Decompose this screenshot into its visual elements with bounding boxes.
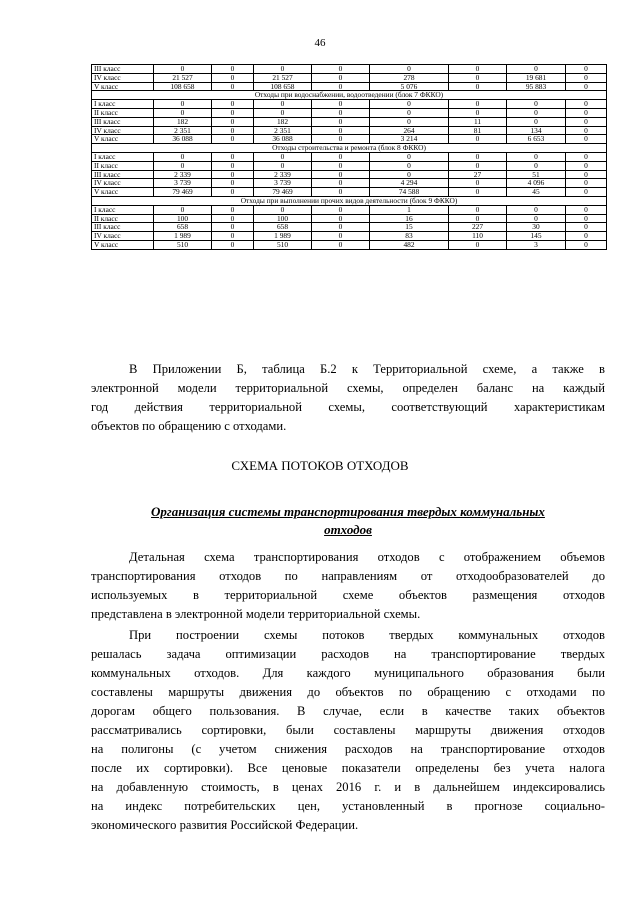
table-cell: 0 [449,100,507,109]
table-row [92,232,607,241]
table-cell: 0 [212,100,254,109]
text-line: представлена в электронной модели территориальной схемы. [91,607,421,621]
table-cell: 0 [566,152,607,161]
table-cell: 45 [507,188,566,197]
table-cell: 100 [254,214,312,223]
table-cell: 0 [312,73,370,82]
subheading-line: отходов [324,522,372,537]
table-cell: 36 088 [154,135,212,144]
table-cell: 0 [254,108,312,117]
table-cell: 3 [507,240,566,249]
table-cell: 0 [507,117,566,126]
table-cell: 0 [566,240,607,249]
table-cell: 0 [212,117,254,126]
table-row [92,73,607,82]
table-cell: 0 [212,205,254,214]
table-cell: 1 989 [154,232,212,241]
table-cell: 27 [449,170,507,179]
text-line: коммунальных отходов. Для каждого муниципального образования были [91,666,605,680]
table-row [92,223,607,232]
table-row [92,82,607,91]
subheading-line: Организация системы транспортирования твердых коммунальных [151,504,545,519]
text-line: Детальная схема транспортирования отходов с отображением объемов [129,550,605,564]
table-cell: 0 [312,205,370,214]
table-cell: 0 [212,152,254,161]
table-cell: 21 527 [254,73,312,82]
text-line: рассматривались сортировки, были составлены маршруты движения отходов [91,723,605,737]
table-cell: 0 [154,205,212,214]
table-cell: 0 [212,73,254,82]
table-row-label: IV класс [92,73,154,82]
table-row-label: IV класс [92,179,154,188]
table-cell: 0 [212,82,254,91]
table-cell: 108 658 [154,82,212,91]
table-row-label: IV класс [92,126,154,135]
table-cell: 0 [312,82,370,91]
table-cell: 0 [212,108,254,117]
table-cell: 0 [566,205,607,214]
table-cell: 16 [370,214,449,223]
table-cell: 0 [449,240,507,249]
table-row [92,117,607,126]
table-cell: 21 527 [154,73,212,82]
table-row-label: I класс [92,100,154,109]
table-cell: 6 653 [507,135,566,144]
table-cell: 658 [254,223,312,232]
table-cell: 0 [312,117,370,126]
table-cell: 3 214 [370,135,449,144]
table-cell: 0 [312,240,370,249]
table-cell: 2 339 [254,170,312,179]
table-cell: 83 [370,232,449,241]
table-cell: 0 [154,65,212,74]
table-cell: 0 [212,126,254,135]
table-cell: 0 [449,188,507,197]
table-cell: 0 [254,65,312,74]
table-cell: 0 [566,82,607,91]
table-cell: 1 [370,205,449,214]
table-cell: 0 [507,100,566,109]
text-line: экономического развития Российской Федерации. [91,818,359,832]
table-cell: 36 088 [254,135,312,144]
table-cell: 0 [566,135,607,144]
text-line: составлены маршруты движения до объектов по обращению с отходами по [91,685,605,699]
table-cell: 79 469 [154,188,212,197]
table-row [92,188,607,197]
table-cell: 0 [212,214,254,223]
table-cell: 74 588 [370,188,449,197]
table-row-label: V класс [92,188,154,197]
table-cell: 81 [449,126,507,135]
table-cell: 0 [449,108,507,117]
table-cell: 95 883 [507,82,566,91]
table-cell: 0 [507,108,566,117]
table-cell: 278 [370,73,449,82]
table-cell: 0 [449,205,507,214]
table-row [92,170,607,179]
table-cell: 658 [154,223,212,232]
text-line: на полигоны (с учетом снижения расходов на транспортирование отходов [91,742,605,756]
section-heading: СХЕМА ПОТОКОВ ОТХОДОВ [231,458,409,473]
table-cell: 3 739 [254,179,312,188]
text-line: год действия территориальной схемы, соответствующий характеристикам [91,400,605,414]
table-row-label: II класс [92,108,154,117]
table-cell: 2 339 [154,170,212,179]
table-cell: 0 [212,135,254,144]
table-cell: 1 989 [254,232,312,241]
table-cell: 100 [154,214,212,223]
table-cell: 0 [507,152,566,161]
table-row [92,65,607,74]
text-line: после их сортировки). Все ценовые показатели определены без учета налога [91,761,605,775]
table-cell: 0 [370,161,449,170]
table-cell: 0 [254,100,312,109]
table-row-label: V класс [92,82,154,91]
table-section-title: Отходы строительства и ремонта (блок 8 ФККО) [92,144,607,153]
table-row [92,100,607,109]
table-cell: 0 [312,170,370,179]
text-line: При построении схемы потоков твердых коммунальных отходов [129,628,605,642]
table-cell: 0 [566,108,607,117]
table-cell: 0 [566,126,607,135]
table-row-label: I класс [92,205,154,214]
table-cell: 0 [507,161,566,170]
table-section-title: Отходы при водоснабжении, водоотведении (блок 7 ФККО) [92,91,607,100]
table-cell: 0 [449,152,507,161]
table-cell: 0 [370,65,449,74]
table-row-label: III класс [92,223,154,232]
table-cell: 182 [154,117,212,126]
table-row [92,108,607,117]
table-cell: 0 [254,205,312,214]
table-cell: 0 [312,188,370,197]
text-line: транспортирования отходов по направлениям от отходообразователей до [91,569,605,583]
table-cell: 0 [566,65,607,74]
table-cell: 0 [212,161,254,170]
table-cell: 0 [312,108,370,117]
table-cell: 0 [566,179,607,188]
table-cell: 3 739 [154,179,212,188]
table-cell: 2 351 [254,126,312,135]
table-cell: 0 [370,170,449,179]
table-row [92,240,607,249]
table-cell: 0 [212,223,254,232]
table-row [92,214,607,223]
table-cell: 30 [507,223,566,232]
table-cell: 4 096 [507,179,566,188]
table-cell: 0 [566,232,607,241]
table-section-row [92,91,607,100]
table-cell: 0 [212,170,254,179]
table-cell: 0 [154,108,212,117]
table-cell: 0 [566,73,607,82]
table-cell: 0 [212,188,254,197]
table-cell: 0 [212,179,254,188]
table-section-row [92,144,607,153]
table-cell: 0 [449,179,507,188]
table-cell: 19 681 [507,73,566,82]
table-cell: 182 [254,117,312,126]
table-cell: 0 [312,161,370,170]
table-cell: 0 [370,100,449,109]
table-row-label: II класс [92,161,154,170]
table-cell: 5 076 [370,82,449,91]
table-row [92,135,607,144]
text-line: дорогам общего пользования. В случае, если в качестве таких объектов [91,704,605,718]
table-row [92,161,607,170]
table-cell: 0 [154,152,212,161]
table-section-row [92,196,607,205]
transport-scheme-paragraph [91,548,605,624]
table-row [92,152,607,161]
table-cell: 510 [254,240,312,249]
table-cell: 0 [312,135,370,144]
table-cell: 0 [212,65,254,74]
table-cell: 0 [312,100,370,109]
table-cell: 0 [312,152,370,161]
table-cell: 15 [370,223,449,232]
table-row-label: III класс [92,65,154,74]
text-line: электронной модели территориальной схемы, определен баланс на каждый [91,381,605,395]
table-cell: 145 [507,232,566,241]
table-row [92,126,607,135]
table-cell: 0 [507,65,566,74]
table-cell: 0 [212,232,254,241]
table-cell: 134 [507,126,566,135]
table-cell: 0 [449,82,507,91]
table-cell: 0 [312,214,370,223]
text-line: решалась задача оптимизации расходов на транспортирование твердых [91,647,605,661]
table-row-label: I класс [92,152,154,161]
table-cell: 510 [154,240,212,249]
table-cell: 0 [507,214,566,223]
table-cell: 0 [154,100,212,109]
table-cell: 264 [370,126,449,135]
page-number: 46 [314,37,326,49]
table-cell: 0 [507,205,566,214]
table-cell: 0 [370,117,449,126]
table-row [92,205,607,214]
table-cell: 0 [312,65,370,74]
table-cell: 482 [370,240,449,249]
text-line: В Приложении Б, таблица Б.2 к Территориальной схеме, а также в [129,362,605,376]
table-cell: 0 [566,214,607,223]
table-cell: 4 294 [370,179,449,188]
balance-paragraph [91,360,605,436]
table-cell: 0 [449,65,507,74]
table-cell: 0 [449,135,507,144]
table-row-label: II класс [92,214,154,223]
table-cell: 0 [312,179,370,188]
table-cell: 0 [370,152,449,161]
table-cell: 0 [154,161,212,170]
table-cell: 0 [212,240,254,249]
waste-flow-paragraph [91,626,605,835]
text-line: на индекс потребительских цен, установленный в прогнозе социально- [91,799,605,813]
table-row-label: III класс [92,170,154,179]
table-cell: 0 [566,117,607,126]
subsection-heading [91,503,605,539]
table-cell: 227 [449,223,507,232]
text-line: объектов по обращению с отходами. [91,419,287,433]
table-cell: 0 [566,170,607,179]
table-cell: 0 [566,100,607,109]
table-cell: 108 658 [254,82,312,91]
text-line: на добавленную стоимость, в ценах 2016 г. и в дальнейшем индексировались [91,780,605,794]
table-cell: 0 [254,161,312,170]
table-cell: 51 [507,170,566,179]
table-cell: 0 [370,108,449,117]
table-cell: 0 [566,188,607,197]
table-cell: 0 [566,161,607,170]
table-cell: 0 [449,161,507,170]
table-cell: 0 [449,73,507,82]
table-row-label: IV класс [92,232,154,241]
table-cell: 11 [449,117,507,126]
table-cell: 79 469 [254,188,312,197]
table-cell: 0 [312,232,370,241]
table-cell: 0 [566,223,607,232]
table-row [92,179,607,188]
table-section-title: Отходы при выполнении прочих видов деятельности (блок 9 ФККО) [92,196,607,205]
table-cell: 0 [254,152,312,161]
table-cell: 0 [312,223,370,232]
table-row-label: V класс [92,135,154,144]
table-cell: 0 [449,214,507,223]
waste-balance-table [91,64,607,250]
table-cell: 2 351 [154,126,212,135]
table-row-label: V класс [92,240,154,249]
table-row-label: III класс [92,117,154,126]
text-line: используемых в территориальной схеме объектов размещения отходов [91,588,605,602]
table-cell: 110 [449,232,507,241]
table-cell: 0 [312,126,370,135]
